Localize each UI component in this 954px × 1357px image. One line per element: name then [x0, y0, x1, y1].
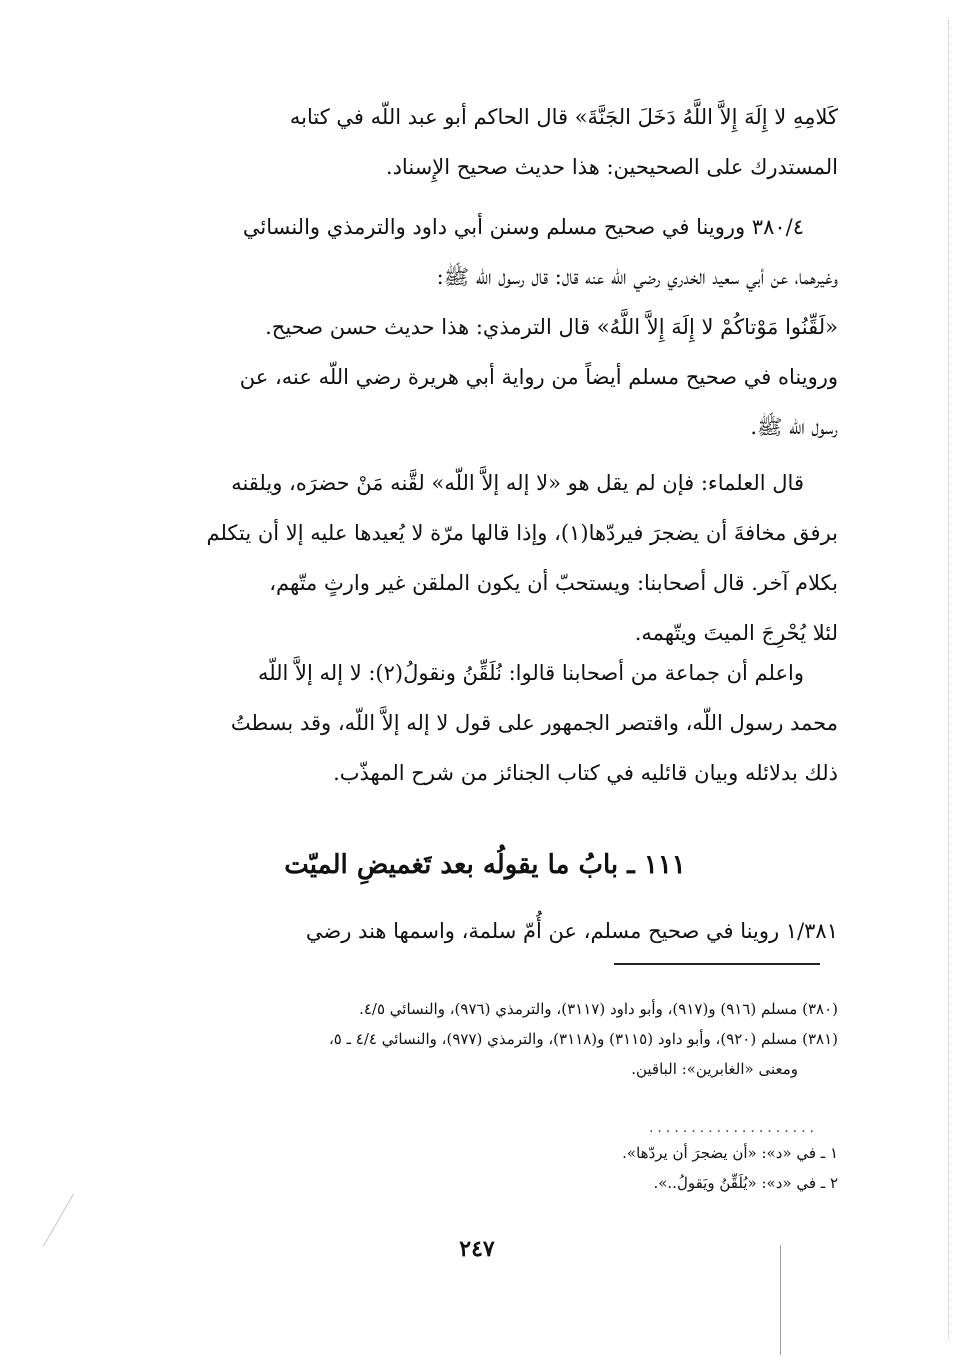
text-line: رسول اللّه ﷺ. — [750, 415, 838, 439]
footnote-line: ومعنى «الغابرين»: الباقين. — [631, 1060, 798, 1078]
chapter-heading: ١١١ ـ بابُ ما يقولُه بعد تَغميضِ الميّت — [284, 850, 686, 880]
note-line: ١ ـ في «د»: «أن يضجرَ أن يردّها». — [622, 1144, 838, 1162]
paragraph-hadith-380 — [132, 202, 838, 452]
page-number: ٢٤٧ — [459, 1236, 495, 1262]
text-line: قال العلماء: فإن لم يقل هو «لا إله إلاَّ اللّه» لقَّنه مَنْ حضرَه، ويلقنه — [231, 471, 804, 495]
paragraph-1 — [132, 92, 838, 192]
text-line: «لَقِّنُوا مَوْتاكُمْ لا إِلَهَ إِلاَّ اللَّهُ» قال الترمذي: هذا حديث حسن صحيح. — [265, 315, 838, 339]
text-line: واعلم أن جماعة من أصحابنا قالوا: نُلَقِّنُ ونقولُ(٢): لا إله إلاَّ اللّه — [257, 661, 804, 685]
footnote-line: (٣٨١) مسلم (٩٢٠)، وأبو داود (٣١١٥) و(٣١١٨)، والترمذي (٩٧٧)، والنسائي ٤/٤ ـ ٥، — [328, 1030, 838, 1048]
variant-notes — [132, 1138, 838, 1198]
dotted-separator: .................... — [648, 1120, 818, 1136]
footnote-separator — [614, 963, 820, 965]
text-line: كَلامِهِ لا إِلَهَ إِلاَّ اللَّهُ دَخَلَ الجَنَّةَ» قال الحاكم أبو عبد اللّه في كتابه — [289, 105, 838, 129]
text-line: برفق مخافةَ أن يضجرَ فيردّها(١)، وإذا قالها مرّة لا يُعيدها عليه إلا أن يتكلم — [206, 521, 838, 545]
page-edge-line — [780, 1245, 781, 1355]
text-line: ورويناه في صحيح مسلم أيضاً من رواية أبي هريرة رضي اللّه عنه، عن — [239, 365, 838, 389]
paragraph-scholars — [132, 458, 838, 658]
text-line: لئلا يُحْرِجَ الميتَ ويتّهمه. — [634, 621, 838, 645]
note-line: ٢ ـ في «د»: «يُلَقِّنُ ويَقولُ..». — [653, 1174, 838, 1192]
scan-mark — [43, 1194, 74, 1246]
text-line: بكلام آخر. قال أصحابنا: ويستحبّ أن يكون الملقن غير وارثٍ متّهم، — [269, 571, 838, 595]
text-line: ٣٨٠/٤ وروينا في صحيح مسلم وسنن أبي داود والترمذي والنسائي — [242, 215, 804, 239]
footnote-line: (٣٨٠) مسلم (٩١٦) و(٩١٧)، وأبو داود (٣١١٧)، والترمذي (٩٧٦)، والنسائي ٤/٥. — [359, 1000, 838, 1018]
text-line: المستدرك على الصحيحين: هذا حديث صحيح الإِسناد. — [385, 155, 838, 179]
text-line: وغيرهما، عن أبي سعيد الخدري رضي اللّه عنه قال: قال رسول اللّه ﷺ: — [436, 265, 838, 289]
paragraph-know — [132, 648, 838, 798]
page-edge-dotted-line — [948, 20, 949, 1340]
footnotes — [132, 994, 838, 1084]
paragraph-hadith-381: ١/٣٨١ روينا في صحيح مسلم، عن أُمّ سلمة، واسمها هند رضي — [305, 919, 838, 943]
text-line: ذلك بدلائله وبيان قائليه في كتاب الجنائز من شرح المهذّب. — [333, 761, 838, 785]
text-line: محمد رسول اللّه، واقتصر الجمهور على قول لا إله إلاَّ اللّه، وقد بسطتُ — [230, 711, 838, 735]
